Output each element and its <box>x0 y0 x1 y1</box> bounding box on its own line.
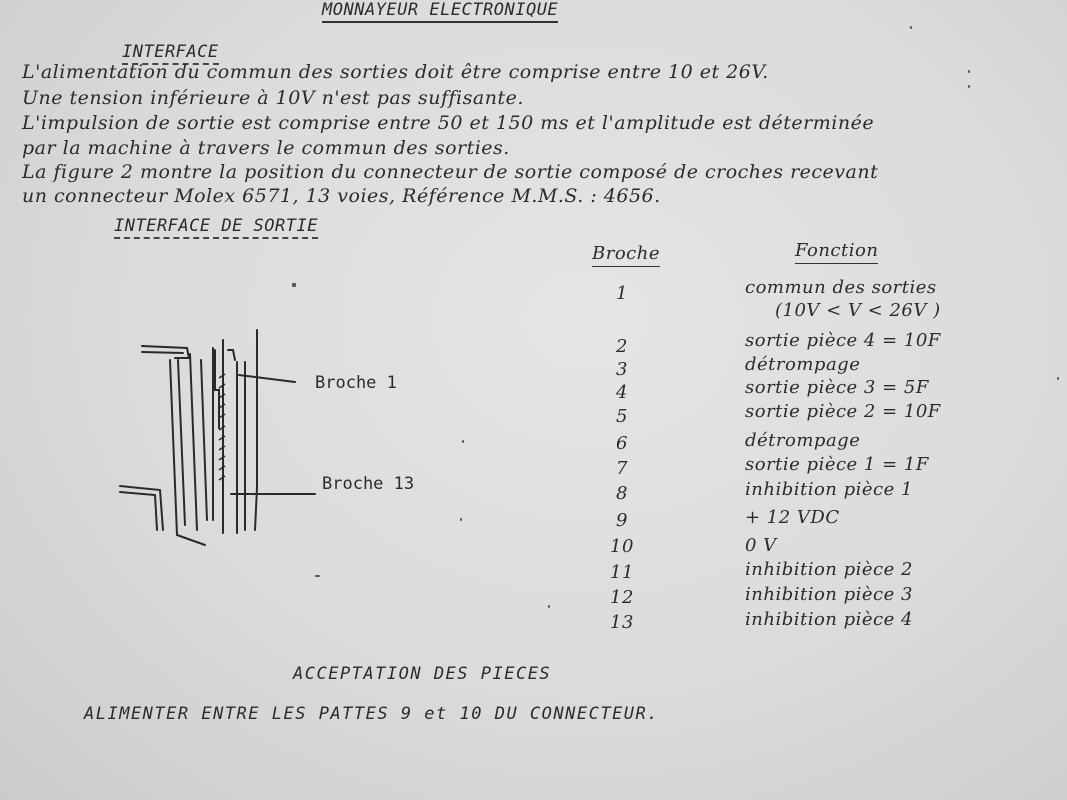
connector-diagram <box>115 320 475 560</box>
scan-speck <box>1057 377 1059 380</box>
pin-number: 3 <box>616 359 628 380</box>
scan-speck <box>460 518 462 521</box>
scan-speck <box>462 440 464 443</box>
pin-function: 0 V <box>745 535 777 556</box>
pin-function: inhibition pièce 2 <box>745 559 913 580</box>
scan-speck <box>968 85 970 88</box>
pin-number: 1 <box>616 283 628 304</box>
scan-speck <box>968 70 970 73</box>
scan-speck <box>292 283 296 287</box>
pin-function: inhibition pièce 3 <box>745 584 913 605</box>
pin-number: 7 <box>616 458 628 479</box>
scan-speck <box>315 575 320 577</box>
pin-number: 6 <box>616 433 628 454</box>
pin-function: sortie pièce 3 = 5F <box>745 377 929 398</box>
document-title: MONNAYEUR ELECTRONIQUE <box>322 0 559 20</box>
paragraph-line: Une tension inférieure à 10V n'est pas suffisante. <box>22 87 524 109</box>
pin-function: sortie pièce 4 = 10F <box>745 330 941 351</box>
pin-number: 8 <box>616 483 628 504</box>
acceptance-instruction: ALIMENTER ENTRE LES PATTES 9 et 10 DU CONNECTEUR. <box>84 704 660 724</box>
pin-number: 13 <box>610 612 634 633</box>
scan-speck <box>548 605 550 608</box>
pin-function: détrompage <box>745 354 861 375</box>
paragraph-line: par la machine à travers le commun des sorties. <box>22 137 510 159</box>
paragraph-line: L'impulsion de sortie est comprise entre 50 et 150 ms et l'amplitude est déterminée <box>22 112 875 134</box>
pin-number: 10 <box>610 536 634 557</box>
paragraph-line: L'alimentation du commun des sorties doit être comprise entre 10 et 26V. <box>22 61 769 83</box>
output-interface-heading: INTERFACE DE SORTIE <box>114 216 318 236</box>
paragraph-line: un connecteur Molex 6571, 13 voies, Référence M.M.S. : 4656. <box>22 185 661 207</box>
table-header-pin: Broche <box>592 243 660 264</box>
pin-function: inhibition pièce 1 <box>745 479 913 500</box>
paragraph-line: La figure 2 montre la position du connecteur de sortie composé de croches recevant <box>22 161 879 183</box>
interface-heading: INTERFACE <box>122 42 219 62</box>
pin-number: 4 <box>616 382 628 403</box>
pin-function: + 12 VDC <box>745 507 840 528</box>
pin-function: détrompage <box>745 430 861 451</box>
pin-number: 2 <box>616 336 628 357</box>
pin-function-note: (10V < V < 26V ) <box>775 300 941 321</box>
table-header-function: Fonction <box>795 240 879 261</box>
pin-function: commun des sorties <box>745 277 937 298</box>
pin-function: inhibition pièce 4 <box>745 609 913 630</box>
diagram-label-pin-13: Broche 13 <box>322 474 415 494</box>
connector-drawing-icon <box>115 320 475 560</box>
pin-number: 11 <box>610 562 634 583</box>
scan-speck <box>910 26 912 29</box>
acceptance-heading: ACCEPTATION DES PIECES <box>293 664 552 684</box>
pin-number: 9 <box>616 510 628 531</box>
diagram-label-pin-1: Broche 1 <box>315 373 397 393</box>
pin-function: sortie pièce 1 = 1F <box>745 454 929 475</box>
pin-number: 5 <box>616 406 628 427</box>
pin-number: 12 <box>610 587 634 608</box>
pin-function: sortie pièce 2 = 10F <box>745 401 941 422</box>
